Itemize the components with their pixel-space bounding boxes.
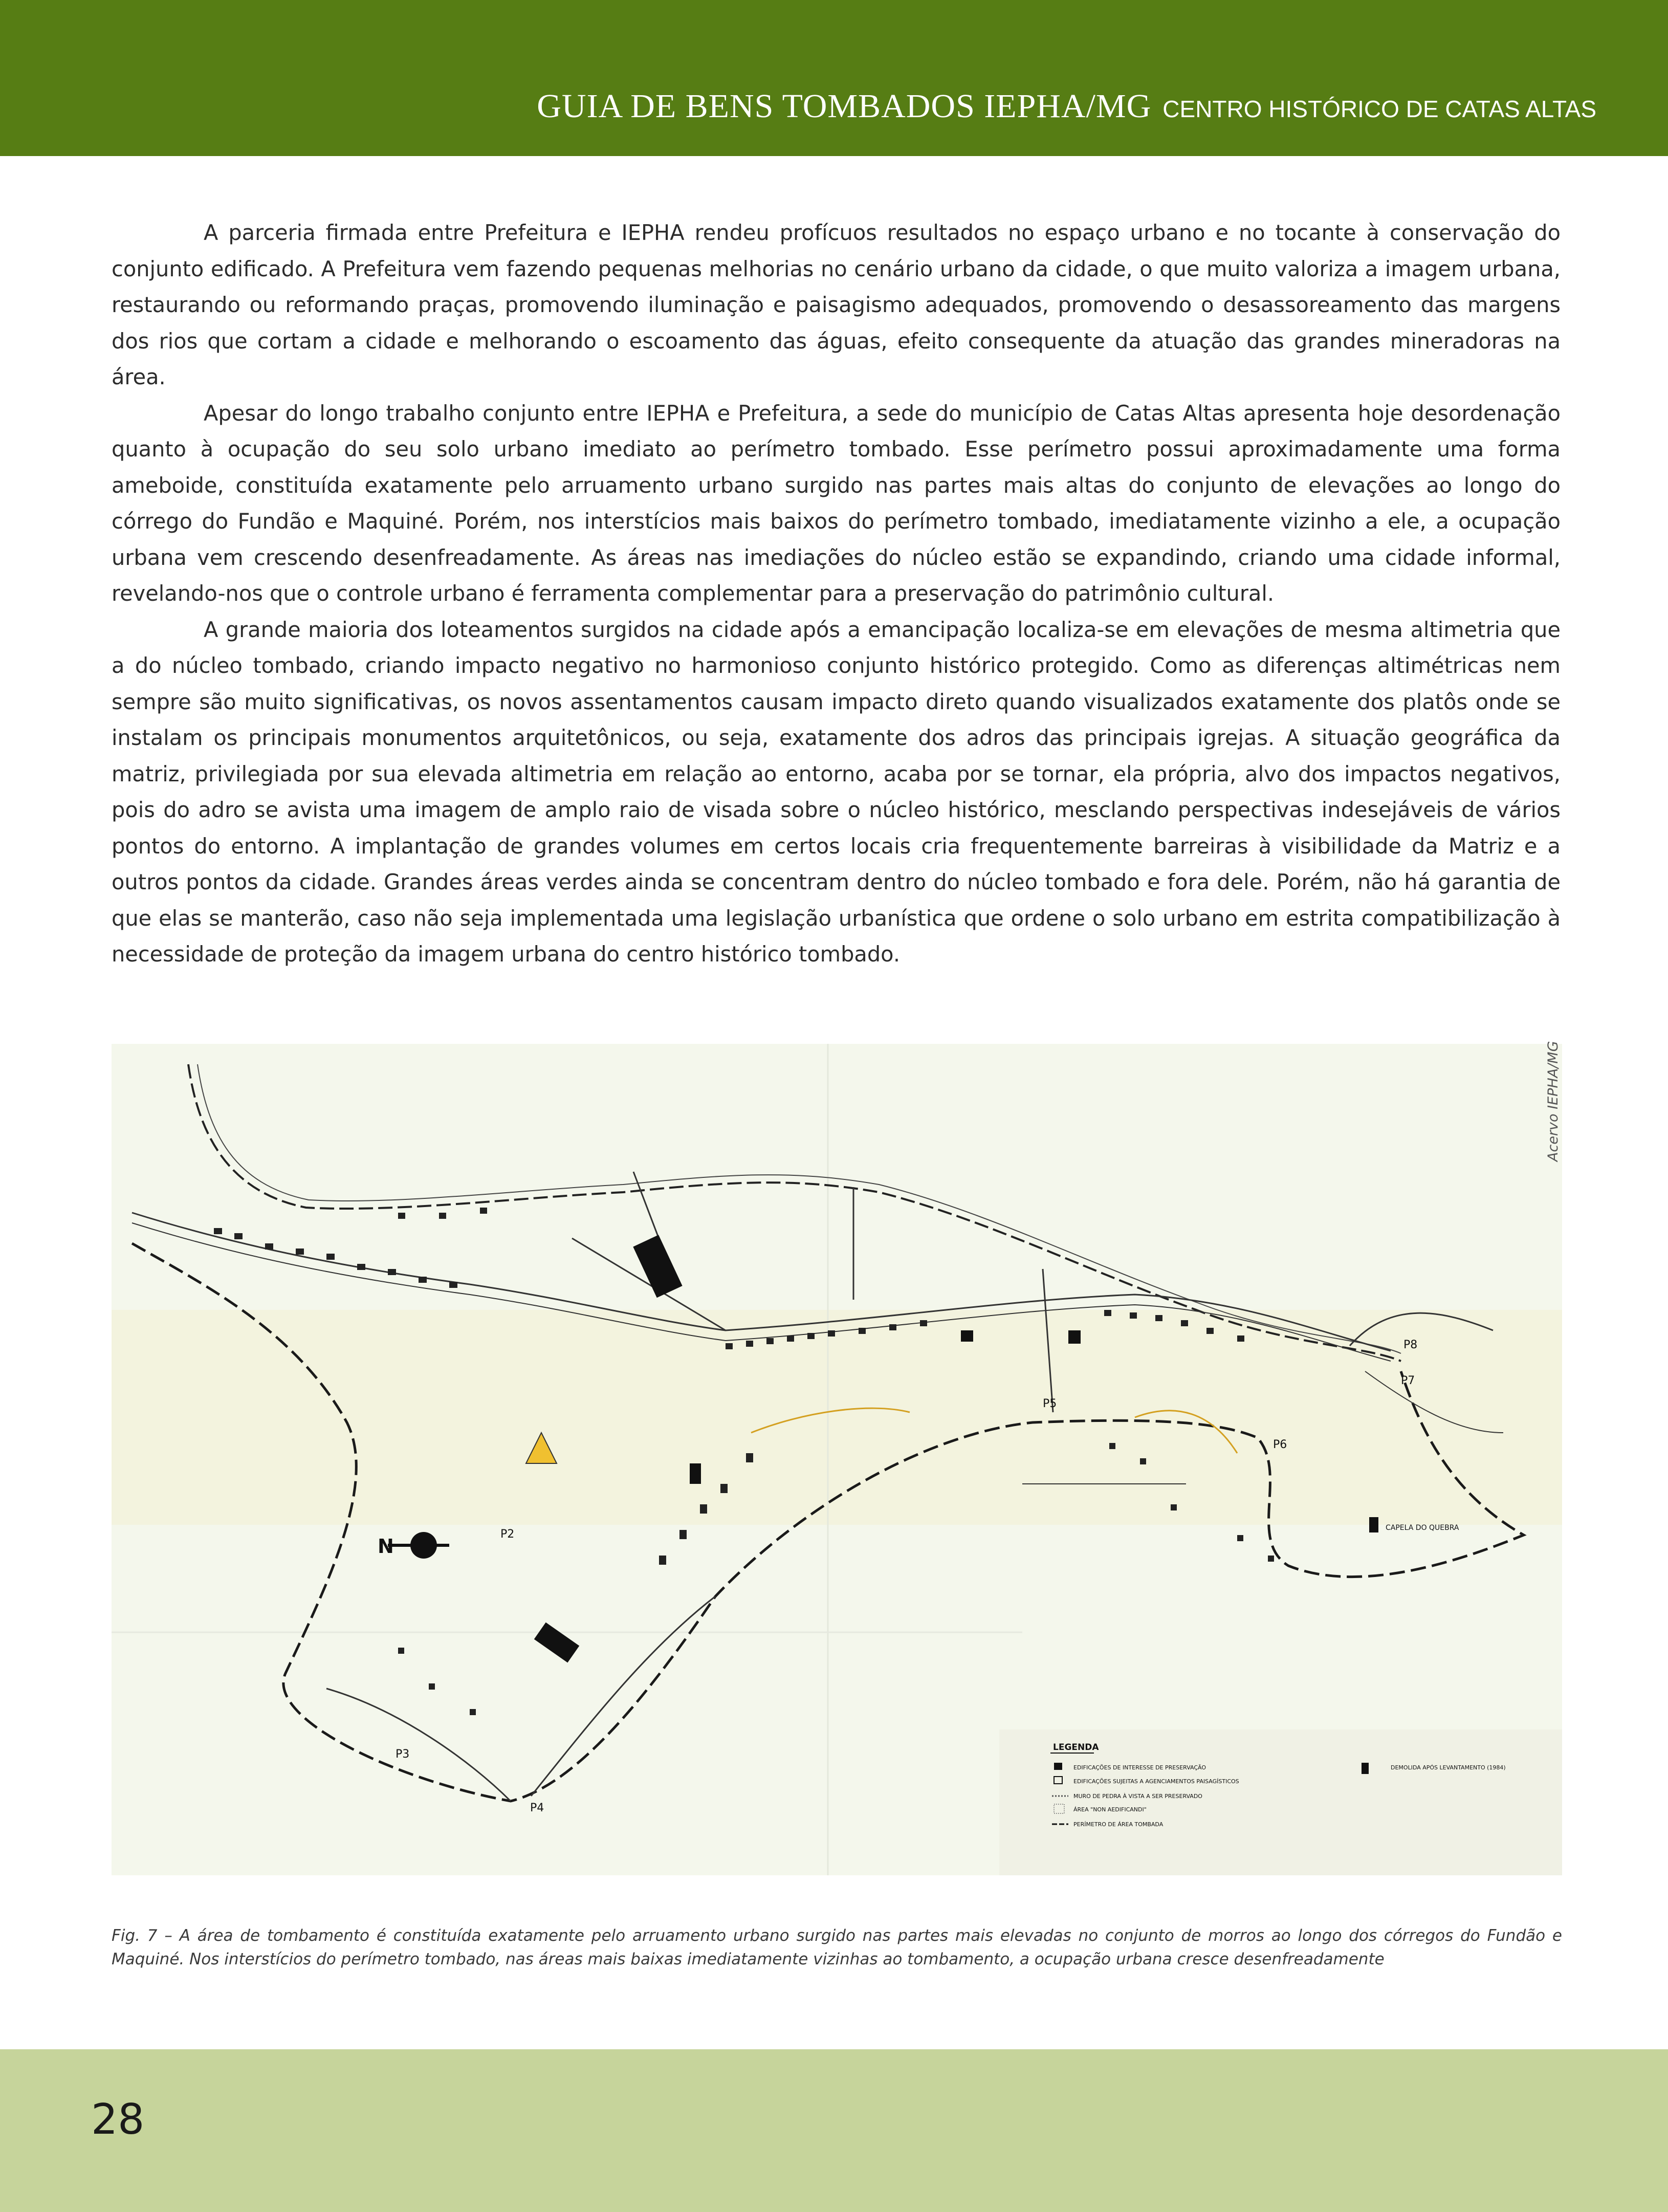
- heritage-building: [690, 1463, 701, 1484]
- heritage-building: [1068, 1330, 1081, 1344]
- figure-caption: Fig. 7 – A área de tombamento é constituída exatamente pelo arruamento urbano surgido nas partes mais elevadas no conjunto de morros ao longo dos córregos do Fundão e Maquiné. Nos interstícios do perímetro tombado, nas áreas mais baixas imediatamente vizinhas ao tombamento, a ocupação urbana cresce desenfreadamente: [112, 1926, 1562, 1968]
- heritage-building: [961, 1330, 973, 1342]
- page-header: [0, 0, 1668, 156]
- chapel-label: CAPELA DO QUEBRA: [1386, 1524, 1459, 1532]
- legend-item-demolished: DEMOLIDA APÓS LEVANTAMENTO (1984): [1391, 1764, 1506, 1771]
- point-p8: P8: [1403, 1339, 1418, 1351]
- legend-title: LEGENDA: [1053, 1742, 1099, 1753]
- paragraph-3: A grande maioria dos loteamentos surgidos na cidade após a emancipação localiza-se em elevações de mesma altimetria que a do núcleo tombado, criando impacto negativo no harmonioso conjunto histórico protegido. Como as diferenças altimétricas nem sempre são muito significativas, os novos assentamentos causam impacto direto quando visualizados exatamente dos platôs onde se instalam os principais monumentos arquitetônicos, ou seja, exatamente dos adros das principais igrejas. A situação geográfica da matriz, privilegiada por sua elevada altimetria em relação ao entorno, acaba por se tornar, ela própria, alvo dos impactos negativos, pois do adro se avista uma imagem de amplo raio de visada sobre o núcleo histórico, mesclando perspectivas indesejáveis de vários pontos do entorno. A implantação de grandes volumes em certos locais cria frequentemente barreiras à visibilidade da Matriz e a outros pontos da cidade. Grandes áreas verdes ainda se concentram dentro do núcleo tombado e fora dele. Porém, não há garantia de que elas se manterão, caso não seja implementada uma legislação urbanística que ordene o solo urbano em estrita compatibilização à necessidade de proteção da imagem urbana do centro histórico tombado.: [112, 617, 1561, 967]
- legend-item-landscape: EDIFICAÇÕES SUJEITAS A AGENCIAMENTOS PAISAGÍSTICOS: [1073, 1778, 1239, 1785]
- point-p4: P4: [530, 1802, 544, 1814]
- point-p6: P6: [1273, 1438, 1287, 1451]
- page-number: 28: [91, 2095, 145, 2144]
- point-p7: P7: [1401, 1374, 1415, 1387]
- point-p2: P2: [500, 1528, 515, 1541]
- guide-title: GUIA DE BENS TOMBADOS IEPHA/MG: [537, 87, 1152, 125]
- map-figure: [112, 1044, 1562, 1875]
- legend-item-wall: MURO DE PEDRA À VISTA A SER PRESERVADO: [1073, 1793, 1202, 1800]
- quebra-chapel: [1369, 1517, 1378, 1532]
- legend-item-non-aedificandi: ÁREA "NON AEDIFICANDI": [1073, 1806, 1147, 1813]
- map-tone-band: [112, 1310, 1562, 1525]
- running-title: [537, 87, 1596, 126]
- legend-item-perimeter: PERÍMETRO DE ÁREA TOMBADA: [1073, 1821, 1164, 1828]
- legend-swatch-interest: [1054, 1763, 1062, 1770]
- north-label: N: [378, 1535, 394, 1558]
- point-p3: P3: [396, 1748, 410, 1761]
- paragraph-2: Apesar do longo trabalho conjunto entre IEPHA e Prefeitura, a sede do município de Catas Altas apresenta hoje desordenação quanto à ocupação do seu solo urbano imediato ao perímetro tombado. Esse perímetro possui aproximadamente uma forma ameboide, constituída exatamente pelo arruamento urbano surgido nas partes mais altas do conjunto de elevações ao longo do córrego do Fundão e Maquiné. Porém, nos interstícios mais baixos do perímetro tombado, imediatamente vizinho a ele, a ocupação urbana vem crescendo desenfreadamente. As áreas nas imediações do núcleo estão se expandindo, criando uma cidade informal, revelando-nos que o controle urbano é ferramenta complementar para a preservação do patrimônio cultural.: [112, 400, 1561, 606]
- section-title: CENTRO HISTÓRICO DE CATAS ALTAS: [1162, 96, 1596, 122]
- urban-perimeter-map: [112, 1044, 1562, 1875]
- point-p5: P5: [1043, 1397, 1057, 1410]
- article-body: [112, 215, 1561, 973]
- paragraph-1: A parceria firmada entre Prefeitura e IEPHA rendeu profícuos resultados no espaço urbano e no tocante à conservação do conjunto edificado. A Prefeitura vem fazendo pequenas melhorias no cenário urbano da cidade, o que muito valoriza a imagem urbana, restaurando ou reformando praças, promovendo iluminação e paisagismo adequados, promovendo o desassoreamento das margens dos rios que cortam a cidade e melhorando o escoamento das águas, efeito consequente da atuação das grandes mineradoras na área.: [112, 220, 1561, 389]
- map-legend: [999, 1729, 1562, 1875]
- photo-credit: Acervo IEPHA/MG: [1545, 1041, 1561, 1162]
- page-footer: [0, 2049, 1668, 2212]
- legend-item-interest: EDIFICAÇÕES DE INTERESSE DE PRESERVAÇÃO: [1073, 1764, 1206, 1771]
- legend-swatch-demolished: [1362, 1763, 1369, 1774]
